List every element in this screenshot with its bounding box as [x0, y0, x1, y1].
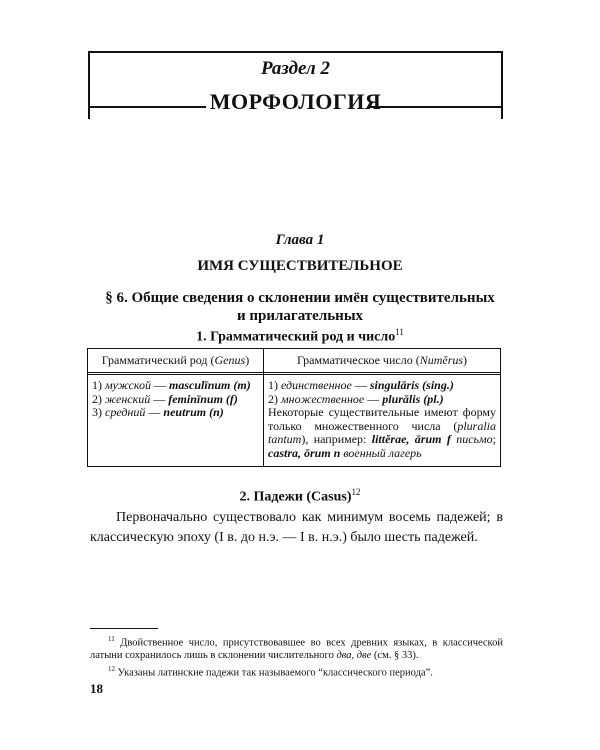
list-item: 3) средний — neutrum (n) — [92, 405, 224, 419]
section-title: МОРФОЛОГИЯ — [209, 89, 382, 114]
table-header-rule-double — [88, 374, 500, 375]
subsection-title: 1. Грамматический род и число — [196, 329, 396, 345]
list-item: 2) женский — feminīnum (f) — [92, 391, 238, 406]
list-item: 1) мужской — masculīnum (m) — [92, 378, 251, 392]
pluralia-tantum-note: Некоторые существительные имеют форму только множественного числа (pluralia tantum), например: littĕrae, ārum f письмо; castra, ōrum n военный лагерь — [268, 405, 496, 460]
table-header-gender: Грамматический род (Genus) — [101, 353, 250, 367]
footnote: $^{12}$ Указаны латинские падежи так называемого “классического периода”. — [108, 665, 433, 679]
number-list — [268, 379, 496, 460]
chapter-title: ИМЯ СУЩЕСТВИТЕЛЬНОЕ — [197, 258, 403, 274]
subsection-cases — [0, 487, 600, 506]
gender-list — [92, 379, 260, 420]
list-item: 1) единственное — singulāris (sing.) — [268, 378, 454, 392]
paragraph-heading-line1: § 6. Общие сведения о склонении имён существительных — [105, 290, 495, 306]
chapter-label: Глава 1 — [275, 232, 325, 248]
subsection-gender-number — [0, 327, 600, 346]
subsection-title: 2. Падежи (Casus) — [239, 489, 352, 505]
list-item: 2) множественное — plurālis (pl.) — [268, 391, 444, 406]
table-header-number: Грамматическое число (Numĕrus) — [296, 353, 468, 367]
body-paragraph: Первоначально существовало как минимум восемь падежей; в классическую эпоху (I в. до н.э. — I в. н.э.) было шесть падежей. — [90, 510, 503, 545]
page-number: 18 — [90, 681, 103, 696]
footnote-ref: 12 — [351, 487, 361, 497]
paragraph-heading — [90, 289, 510, 325]
section-label: Раздел 2 — [261, 58, 330, 79]
footnote: $^{11}$ Двойственное число, присутствовавшее во всех древних языках, в классической латыни сохранилось лишь в склонении числительного два, две (см. § 33). — [90, 635, 503, 662]
gender-number-table — [87, 348, 501, 467]
footnote-rule — [90, 628, 158, 629]
paragraph-heading-line2: и прилагательных — [236, 308, 364, 324]
footnote-ref: 11 — [395, 327, 404, 337]
footnotes — [90, 633, 503, 680]
